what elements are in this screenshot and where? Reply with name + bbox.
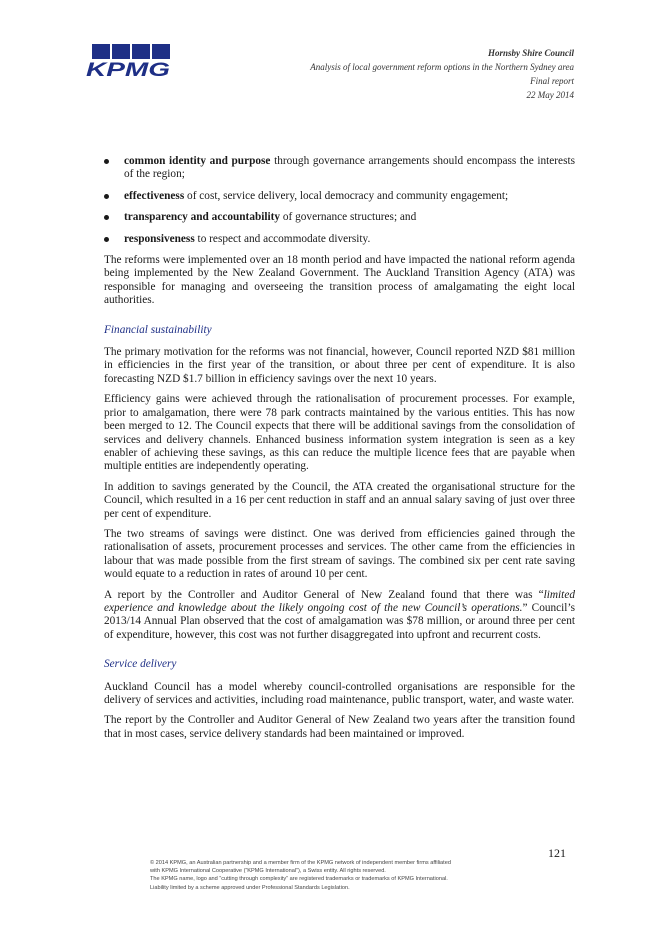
list-item [104, 190, 575, 203]
paragraph: The report by the Controller and Auditor General of New Zealand two years after the transition found that in most cases, service delivery standards had been maintained or improved. [104, 714, 575, 740]
list-item-term: effectiveness [124, 189, 185, 202]
bullet-icon [104, 237, 109, 242]
list-item-text: of governance structures; and [280, 211, 417, 224]
kpmg-logo [86, 44, 172, 78]
paragraph: The primary motivation for the reforms was not financial, however, Council reported NZD $81 million in efficiencies in the first year of the transition, or about three per cent of expenditure. It is also forecasting NZD $1.7 billion in efficiency savings over the next 10 years. [104, 346, 575, 385]
footer-line: © 2014 KPMG, an Australian partnership and a member firm of the KPMG network of independent member firms affiliated [150, 860, 451, 866]
paragraph: The two streams of savings were distinct. One was derived from efficiencies gained through the rationalisation of assets, procurement processes and services. The other came from the efficiencies in labour that was made possible from the first stream of savings. The combined six per cent rate saving would equate to a reduction in rates of around 10 per cent. [104, 527, 575, 581]
list-item [104, 211, 575, 224]
section-heading-financial: Financial sustainability [104, 323, 212, 336]
paragraph: Auckland Council has a model whereby council-controlled organisations are responsible for the delivery of services and activities, including road maintenance, public transport, water, and waste water. [104, 680, 575, 706]
document-header [310, 46, 574, 102]
header-date: 22 May 2014 [526, 90, 574, 100]
bullet-icon [104, 194, 109, 199]
header-organisation: Hornsby Shire Council [487, 48, 574, 58]
list-item-term: responsiveness [124, 232, 195, 245]
list-item-text: through governance arrangements should encompass the interests of the region; [124, 155, 575, 181]
logo-text: KPMG [86, 60, 171, 78]
logo-boxes [92, 44, 170, 59]
paragraph-text: ” Council’s 2013/14 Annual Plan observed that the cost of amalgamation was $78 million, or around three per cent of expenditure, however, this cost was not further disaggregated into upfront and recurrent costs. [104, 601, 575, 641]
footer-line: Liability limited by a scheme approved under Professional Standards Legislation. [150, 884, 350, 891]
header-status: Final report [530, 76, 574, 86]
page-number: 121 [548, 846, 566, 860]
quotation: limited experience and knowledge about the likely ongoing cost of the new Council’s operations. [104, 588, 575, 614]
header-title: Analysis of local government reform options in the Northern Sydney area [310, 62, 574, 72]
footer-line: with KPMG International Cooperative (“KPMG International”), a Swiss entity. All rights reserved. [150, 868, 386, 875]
footer-line: The KPMG name, logo and “cutting through complexity” are registered trademarks or trademarks of KPMG International. [150, 876, 448, 883]
list-item-term: transparency and accountability [124, 211, 281, 224]
paragraph: Efficiency gains were achieved through the rationalisation of procurement processes. For example, prior to amalgamation, there were 78 park contracts maintained by the various entities. This has now been merged to 12. The Council expects that there will be additional savings from the consolidation of services and delivery channels. Enhanced business information system integration is seen as a key enabler of achieving these savings, as this can reduce the multiple licence fees that are payable when multiple entities are independently operating. [104, 393, 575, 473]
list-item-text: of cost, service delivery, local democracy and community engagement; [184, 189, 509, 202]
paragraph-with-quote [104, 589, 575, 643]
copyright-footer [150, 859, 550, 892]
list-item [104, 155, 575, 182]
list-item [104, 233, 575, 246]
intro-paragraph: The reforms were implemented over an 18 month period and have impacted the national reform agenda being implemented by the New Zealand Government. The Auckland Transition Agency (ATA) was responsible for managing and overseeing the transition process of amalgamating the eight local authorities. [104, 254, 575, 307]
section-heading-service: Service delivery [104, 658, 177, 671]
list-item-text: to respect and accommodate diversity. [194, 232, 371, 245]
list-item-term: common identity and purpose [124, 155, 271, 167]
paragraph-text: A report by the Controller and Auditor General of New Zealand found that there was “ [104, 588, 544, 601]
principles-list [104, 155, 575, 246]
bullet-icon [104, 159, 109, 164]
document-body [104, 155, 575, 748]
paragraph: In addition to savings generated by the Council, the ATA created the organisational structure for the Council, which resulted in a 16 per cent reduction in staff and an annual salary saving of just over three per cent of expenditure. [104, 480, 575, 520]
bullet-icon [104, 215, 109, 220]
